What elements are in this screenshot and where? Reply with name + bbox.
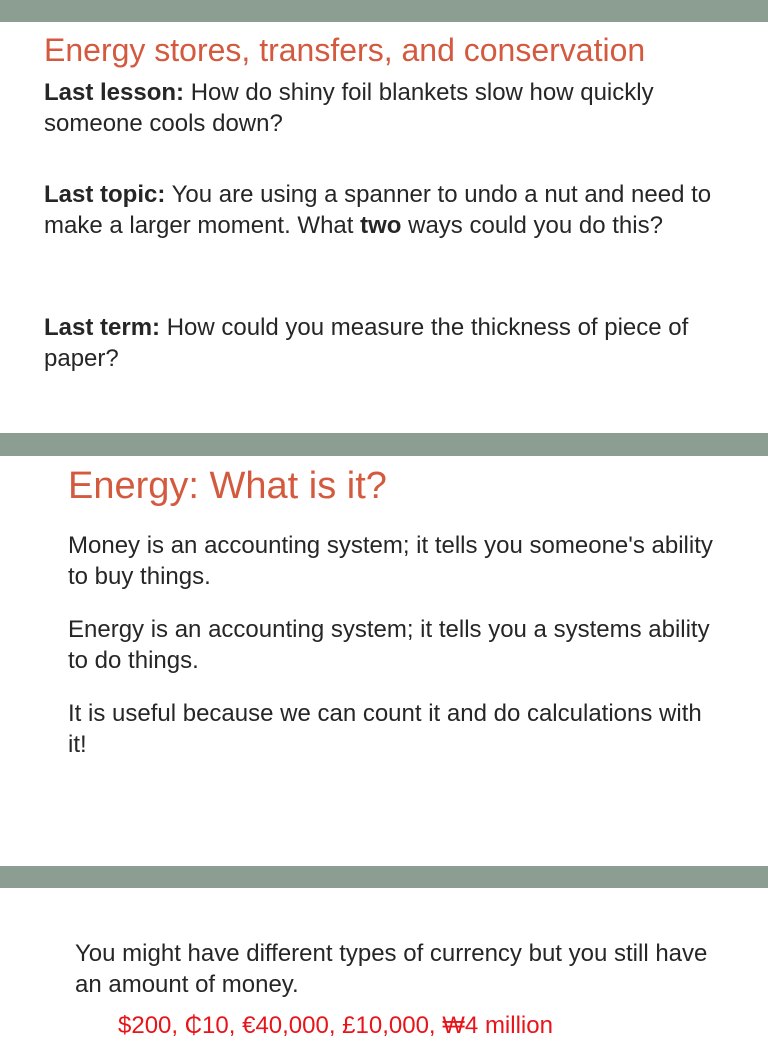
question-text: You are using a spanner to undo a nut and need to make a larger moment. What (44, 181, 712, 239)
emphasis-two: two (360, 211, 402, 239)
slide-divider (0, 433, 768, 456)
slide-energy-recap (0, 22, 768, 433)
question-last-term (44, 313, 724, 374)
paragraph-money: Money is an accounting system; it tells you someone's ability to buy things. (68, 532, 713, 590)
question-text: ways could you do this? (401, 211, 663, 239)
question-last-topic (44, 180, 724, 241)
question-label: Last term: (44, 314, 161, 341)
slide-title: Energy stores, transfers, and conservation (44, 32, 646, 68)
paragraph-useful: It is useful because we can count it and do calculations with it! (68, 700, 702, 758)
slide-title: Energy: What is it? (68, 465, 387, 507)
question-label: Last lesson: (44, 79, 185, 106)
paragraph-energy: Energy is an accounting system; it tells you a systems ability to do things. (68, 616, 710, 674)
paragraph-currency: You might have different types of currency but you still have an amount of money. (75, 940, 708, 998)
question-label: Last topic: (44, 181, 166, 208)
currency-examples: $200, ₵10, €40,000, £10,000, ₩4 million (118, 1012, 553, 1039)
question-last-lesson (44, 78, 724, 139)
question-text: How do shiny foil blankets slow how quickly someone cools down? (44, 79, 654, 137)
slide-energy-what-is-it (0, 456, 768, 866)
slide-divider-top (0, 0, 768, 22)
slide-divider (0, 866, 768, 888)
question-text: How could you measure the thickness of piece of paper? (44, 314, 689, 372)
slide-currency (0, 888, 768, 1039)
